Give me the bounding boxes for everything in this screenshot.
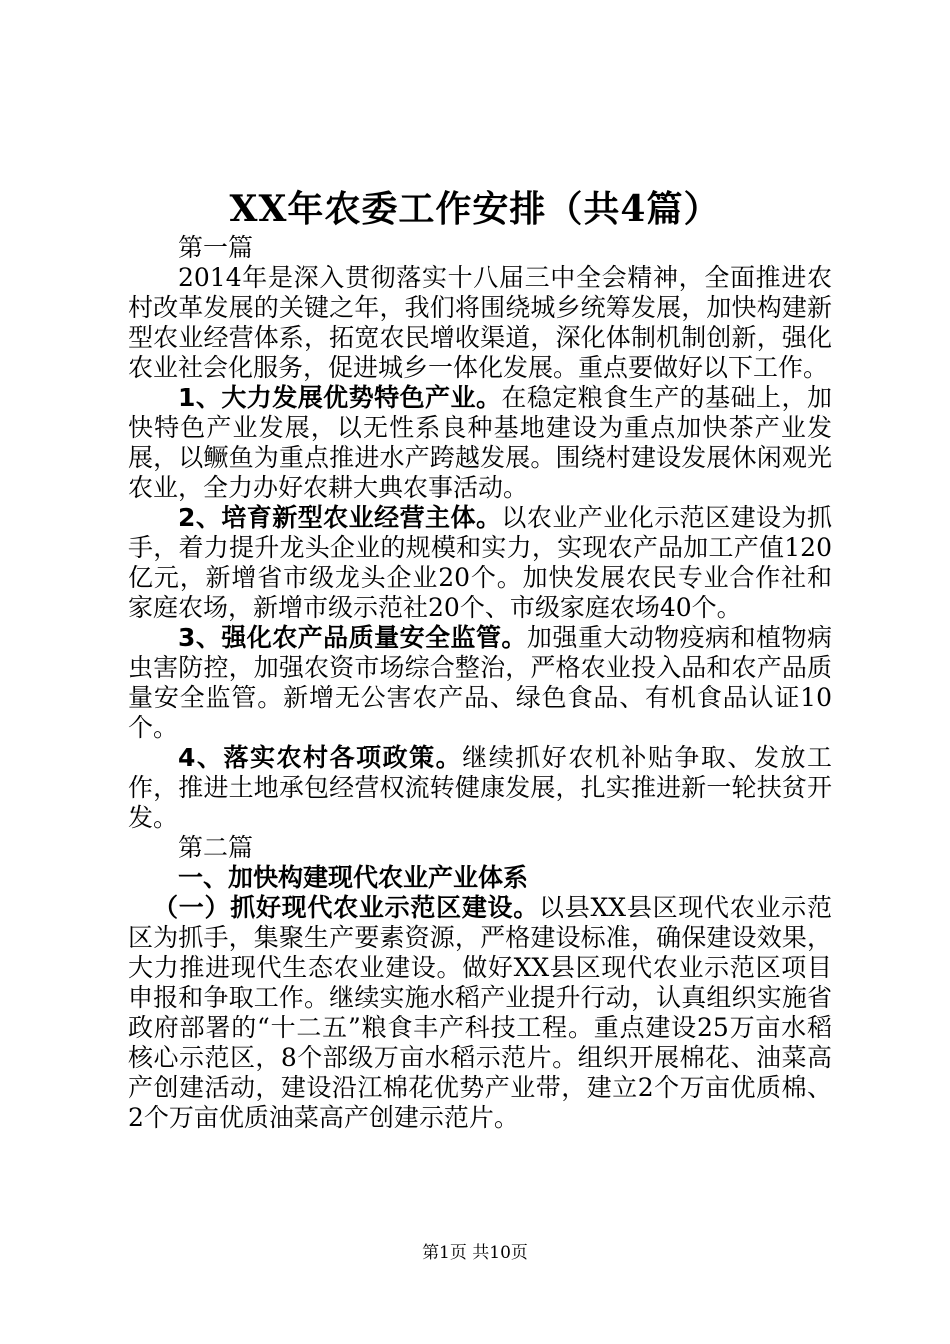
item-2-text: 以农业产业化示范区建设为抓手，着力提升龙头企业的规模和实力，实现农产品加工产值120亿元，新增省市级龙头企业20个。加快发展农民专业合作社和家庭农场，新增市级示范社20个、市级家庭农场40个。	[128, 503, 832, 622]
item-4-heading: 4、落实农村各项政策。	[178, 743, 463, 772]
sub-item-1	[128, 893, 832, 1133]
part1-label: 第一篇	[178, 233, 254, 262]
item-3-heading: 3、强化农产品质量安全监管。	[178, 623, 527, 652]
item-3-text: 加强重大动物疫病和植物病虫害防控，加强农资市场综合整治，严格农业投入品和农产品质量安全监管。新增无公害农产品、绿色食品、有机食品认证10个。	[128, 623, 832, 742]
part2-heading: 一、加快构建现代农业产业体系	[178, 863, 529, 892]
item-3	[128, 623, 832, 743]
item-2	[128, 503, 832, 623]
page-footer: 第1页 共10页	[422, 1243, 528, 1263]
item-1	[128, 383, 832, 503]
item-1-text: 在稳定粮食生产的基础上，加快特色产业发展，以无性系良种基地建设为重点加快茶产业发展，以鳜鱼为重点推进水产跨越发展。围绕村建设发展休闲观光农业，全力办好农耕大典农事活动。	[128, 383, 832, 502]
part2-label: 第二篇	[178, 833, 254, 862]
document-body	[128, 233, 832, 1133]
part1-intro: 2014年是深入贯彻落实十八届三中全会精神，全面推进农村改革发展的关键之年，我们将围绕城乡统筹发展，加快构建新型农业经营体系，拓宽农民增收渠道，深化体制机制创新，强化农业社会化服务，促进城乡一体化发展。重点要做好以下工作。	[128, 263, 832, 382]
sub-item-1-text: 以县XX县区现代农业示范区为抓手，集聚生产要素资源，严格建设标准，确保建设效果，大力推进现代生态农业建设。做好XX县区现代农业示范区项目申报和争取工作。继续实施水稻产业提升行动，认真组织实施省政府部署的“十二五”粮食丰产科技工程。重点建设25万亩水稻核心示范区，8个部级万亩水稻示范片。组织开展棉花、油菜高产创建活动，建设沿江棉花优势产业带，建立2个万亩优质棉、2个万亩优质油菜高产创建示范片。	[128, 893, 832, 1132]
item-4	[128, 743, 832, 833]
document-title: XX年农委工作安排（共4篇）	[229, 188, 721, 230]
item-1-heading: 1、大力发展优势特色产业。	[178, 383, 502, 412]
item-2-heading: 2、培育新型农业经营主体。	[178, 503, 502, 532]
sub-item-1-heading: （一）抓好现代农业示范区建设。	[153, 893, 540, 922]
item-4-text: 继续抓好农机补贴争取、发放工作，推进土地承包经营权流转健康发展，扎实推进新一轮扶贫开发。	[128, 743, 832, 832]
